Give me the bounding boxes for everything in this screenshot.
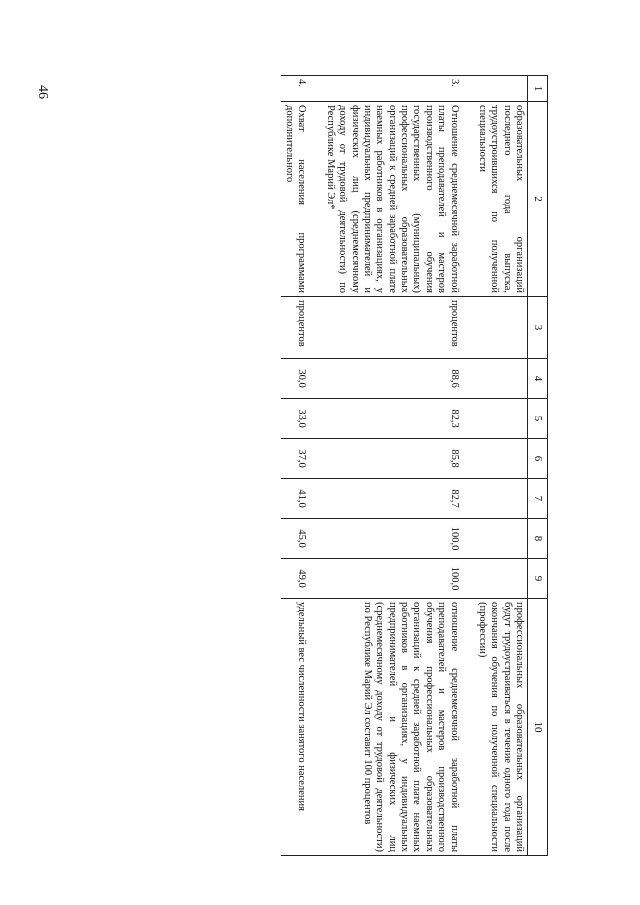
row-spacer [309,76,321,856]
unit-cell: процентов [321,297,461,359]
value-cell: 41,0 [281,479,310,519]
indicator-cell: Охват населения программами дополнительного [281,102,310,297]
page-number: 46 [35,85,50,99]
header-cell: 4 [528,359,548,399]
value-cell: 30,0 [281,359,310,399]
value-cell: 37,0 [281,439,310,479]
value-cell [474,399,528,439]
indicator-cell: образовательных организаций последнего года выпуска, трудоустроившихся по полученной специальности [474,102,528,297]
value-cell: 88,6 [321,359,461,399]
header-row [528,76,548,856]
value-cell: 100,0 [321,559,461,599]
rotated-table-container [108,75,548,875]
value-cell: 33,0 [281,399,310,439]
value-cell [474,519,528,559]
row-number: 4. [281,76,310,102]
row-spacer [462,76,474,856]
value-cell: 82,7 [321,479,461,519]
table-row [474,76,528,856]
header-cell: 10 [528,599,548,856]
indicators-table [281,75,548,856]
value-cell [474,439,528,479]
value-cell: 100,0 [321,519,461,559]
result-cell: профессиональных образовательных организаций будут трудоустраиваться в течение одного года после окончания обучения по полученной специальности (профессии) [474,599,528,856]
header-cell: 1 [528,76,548,102]
unit-cell [474,297,528,359]
value-cell: 45,0 [281,519,310,559]
value-cell [474,479,528,519]
value-cell [474,559,528,599]
unit-cell: процентов [281,297,310,359]
indicator-cell: Отношение среднемесячной заработной платы преподавателей и мастеров производственного обучения государственных (муниципальных) профессиональных образовательных организаций к средней заработной плате наемных работников в организациях, у индивидуальных предпринимателей и физических лиц (среднемесячному доходу от трудовой деятельности) по Республике Марий Эл* [321,102,461,297]
value-cell: 85,8 [321,439,461,479]
table-row [321,76,461,856]
header-cell: 6 [528,439,548,479]
value-cell: 82,3 [321,399,461,439]
header-cell: 5 [528,399,548,439]
result-cell: удельный вес численности занятого населения [281,599,310,856]
result-cell: отношение среднемесячной заработной платы преподавателей и мастеров производственного обучения профессиональных образовательных организаций к средней заработной плате наемных работников в организациях, у индивидуальных предпринимателей и физических лиц (среднемесячному доходу от трудовой деятельности) по Республике Марий Эл составит 100 процентов [321,599,461,856]
header-cell: 8 [528,519,548,559]
table-row [281,76,310,856]
header-cell: 3 [528,297,548,359]
header-cell: 7 [528,479,548,519]
header-cell: 2 [528,102,548,297]
row-number: 3. [321,76,461,102]
header-cell: 9 [528,559,548,599]
value-cell [474,359,528,399]
value-cell: 49,0 [281,559,310,599]
row-number [474,76,528,102]
